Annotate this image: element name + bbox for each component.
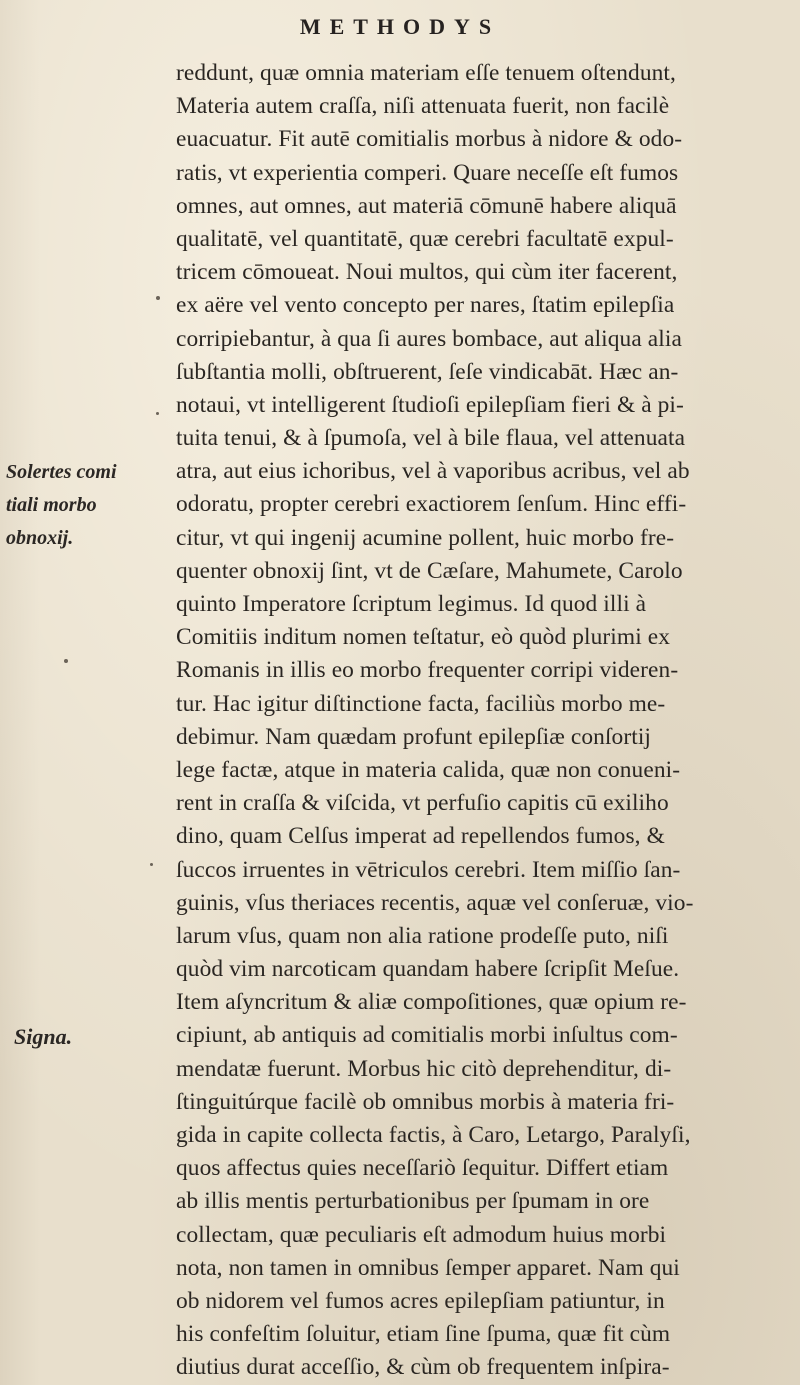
running-head: METHODYS [299,14,501,39]
text-line: larum vſus, quam non alia ratione prodeſſe puto, niſi [176,922,669,949]
text-line: omnes, aut omnes, aut materiā cōmunē habere aliquā [176,192,677,219]
paper-speck [156,412,159,415]
paper-speck [150,863,153,866]
text-line: ſubſtantia molli, obſtruerent, ſeſe vindicabāt. Hæc an- [176,358,679,385]
text-line: ſuccos irruentes in vētriculos cerebri. Item miſſio ſan- [176,856,681,883]
text-line: ratis, vt experientia comperi. Quare neceſſe eſt fumos [176,159,679,186]
text-line: ex aëre vel vento concepto per nares, ſtatim epilepſia [176,292,675,319]
text-line: atra, aut eius ichoribus, vel à vaporibus acribus, vel ab [176,458,690,485]
text-line: qualitatē, vel quantitatē, quæ cerebri facultatē expul- [176,225,674,252]
text-line: quinto Imperatore ſcriptum legimus. Id quod illi à [176,591,647,617]
text-line: ſtinguitúrque facilè ob omnibus morbis à materia fri- [176,1088,675,1115]
text-line: Comitiis inditum nomen teſtatur, eò quòd plurimi ex [176,624,671,651]
text-line: debimur. Nam quædam profunt epilepſiæ conſortij [176,723,652,750]
text-line: quos affectus quies neceſſariò ſequitur. Differt etiam [176,1155,669,1182]
text-line: gida in capite collecta factis, à Caro, Letargo, Paralyſi, [176,1122,691,1148]
text-line: nota, non tamen in omnibus ſemper apparet. Nam qui [176,1254,680,1281]
text-line: diutius durat acceſſio, & cùm ob frequentem inſpira- [176,1354,670,1381]
text-line: reddunt, quæ omnia materiam eſſe tenuem oſtendunt, [176,60,676,86]
text-line: Romanis in illis eo morbo frequenter corripi videren- [176,657,679,684]
text-line: notaui, vt intelligerent ſtudioſi epilepſiam fieri & à pi- [176,391,684,418]
text-line: tricem cōmoueat. Noui multos, qui cùm iter facerent, [176,259,678,286]
margin-note-solertes [0,456,178,556]
body-text [176,57,776,1385]
text-line: Item aſyncritum & aliæ compoſitiones, quæ opium re- [176,989,687,1016]
text-line: euacuatur. Fit autē comitialis morbus à nidore & odo- [176,126,683,153]
text-line: dino, quam Celſus imperat ad repellendos fumos, & [176,823,665,850]
margin-note-line: Solertes comi [6,461,117,483]
paper-speck [156,296,160,300]
text-line: rent in craſſa & viſcida, vt perfuſio capitis cū exiliho [176,790,669,817]
text-line: guinis, vſus theriaces recentis, aquæ vel conſeruæ, vio- [176,889,694,916]
margin-note-signa [8,1020,186,1053]
text-line: odoratu, propter cerebri exactiorem ſenſum. Hinc effi- [176,491,687,518]
text-line: ab illis mentis perturbationibus per ſpumam in ore [176,1188,650,1215]
text-line: corripiebantur, à qua ſi aures bombace, aut aliqua alia [176,325,682,352]
margin-note-line: obnoxij. [6,527,74,550]
text-line: ob nidorem vel fumos acres epilepſiam patiuntur, in [176,1287,665,1314]
text-line: quenter obnoxij ſint, vt de Cæſare, Mahumete, Carolo [176,557,683,584]
text-line: citur, vt qui ingenij acumine pollent, huic morbo fre- [176,524,675,551]
margin-note-line: tiali morbo [6,494,97,517]
text-line: Materia autem craſſa, niſi attenuata fuerit, non facilè [176,93,670,120]
text-line: collectam, quæ peculiaris eſt admodum huius morbi [176,1221,667,1248]
paper-speck [64,659,68,663]
text-line: his confeſtim ſoluitur, etiam ſine ſpuma, quæ fit cùm [176,1321,671,1348]
text-line: quòd vim narcoticam quandam habere ſcripſit Meſue. [176,956,680,983]
text-line: lege factæ, atque in materia calida, quæ non conueni- [176,756,681,783]
text-line: tuita tenui, & à ſpumoſa, vel à bile flaua, vel attenuata [176,425,686,452]
text-line: mendatæ fuerunt. Morbus hic citò deprehenditur, di- [176,1055,672,1082]
text-line: cipiunt, ab antiquis ad comitialis morbi inſultus com- [176,1022,678,1049]
margin-note-line: Signa. [14,1024,73,1049]
text-line: tur. Hac igitur diſtinctione facta, faciliùs morbo me- [176,690,666,717]
